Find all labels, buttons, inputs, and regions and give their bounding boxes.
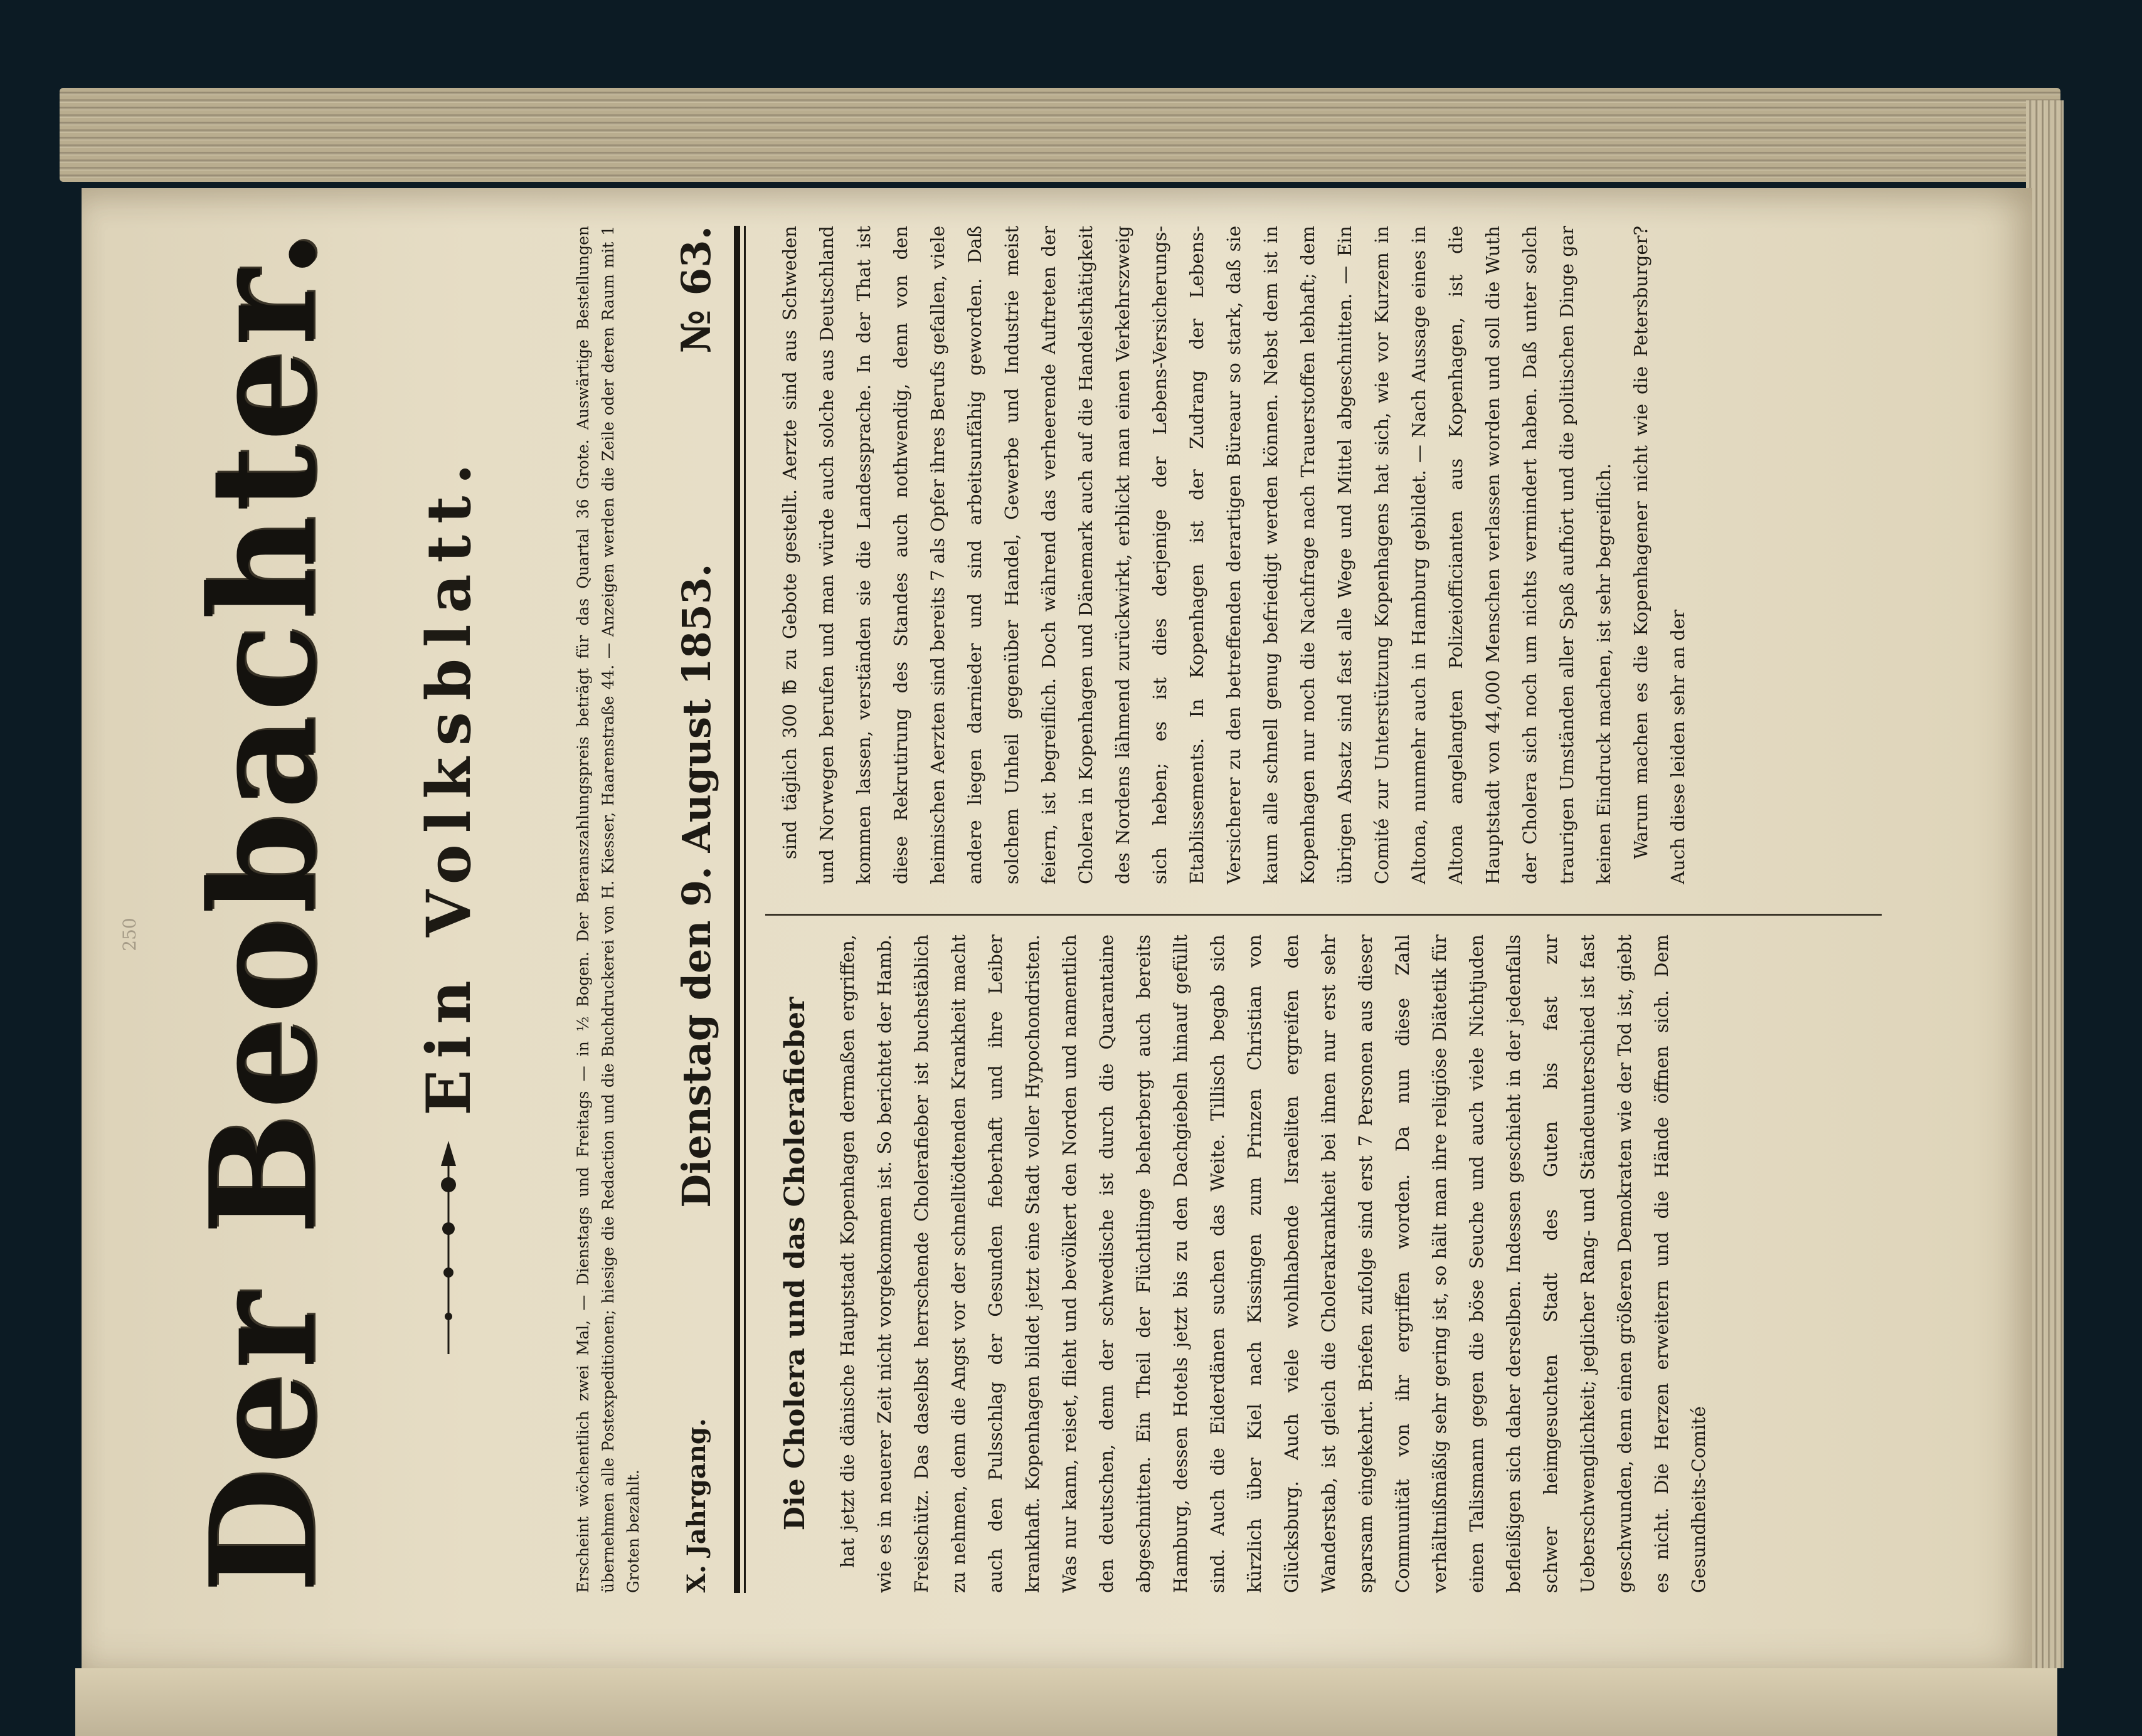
book-page-edges-bottom: [75, 1668, 2057, 1736]
ornament-left-icon: [436, 1141, 461, 1354]
column-right: [771, 226, 1697, 884]
dateline: [668, 226, 724, 1593]
issue-date: Dienstag den 9. August 1853.: [673, 563, 719, 1208]
masthead: [157, 225, 370, 1594]
newspaper-page: [82, 188, 2032, 1668]
subtitle-row: [408, 314, 489, 1493]
article-headline: Die Cholera und das Cholerafieber: [779, 997, 811, 1531]
newspaper-subtitle: Ein Volksblatt.: [413, 452, 484, 1116]
rotated-content: [82, 188, 2032, 1668]
newspaper-title: Der Beobachter.: [179, 225, 348, 1594]
column-left-paragraph: hat jetzt die dänische Hauptstadt Kopenhagen dermaßen ergriffen, wie es in neuerer Zeit nicht vorgekommen ist. So berichtet der Hamb. Freischütz. Das daselbst herrschende Cholerafieber ist buchstäblich zu nehmen, denn die Angst vor der schnelltödtenden Krankheit macht auch den Pulsschlag der Gesunden fieberhaft und ihre Leiber krankhaft. Kopenhagen bildet jetzt eine Stadt voller Hypochondristen. Was nur kann, reiset, flieht und bevölkert den Norden und namentlich den deutschen, denn der schwedische ist durch die Quarantaine abgeschnitten. Ein Theil der Flüchtlinge beherbergt auch bereits Hamburg, dessen Hotels jetzt bis zu den Dachgiebeln hinauf gefüllt sind. Auch die Eiderdänen suchen das Weite. Tillisch begab sich kürzlich über Kiel nach Kissingen zum Prinzen Christian von Glücksburg. Auch viele wohlhabende Israeliten ergreifen den Wanderstab, ist gleich die Cholerakrankheit bei ihnen nur erst sehr sparsam eingekehrt. Briefen zufolge sind erst 7 Personen aus dieser Communität von ihr ergriffen worden. Da nun diese Zahl verhältnißmäßig sehr gering ist, so hält man ihre religiöse Diätetik für einen Talismann gegen die böse Seuche und auch viele Nichtjuden befleißigen sich daher derselben. Indessen geschieht in der jedenfalls schwer heimgesuchten Stadt des Guten bis fast zur Ueberschwenglichkeit; jeglicher Rang- und Ständeunterschied ist fast geschwunden, denn einen größeren Demokraten wie der Tod ist, giebt es nicht. Die Herzen erweitern und die Hände öffnen sich. Dem Gesundheits-Comité: [837, 934, 1709, 1593]
column-right-paragraph-1: sind täglich 300 ℔ zu Gebote gestellt. Aerzte sind aus Schweden und Norwegen berufen und man würde auch solche aus Deutschland kommen lassen, verständen sie die Landessprache. In der That ist diese Rekrutirung des Standes auch nothwendig, denn von den heimischen Aerzten sind bereits 7 als Opfer ihres Berufs gefallen, viele andere liegen darnieder und sind arbeitsunfähig geworden. Daß solchem Unheil gegenüber Handel, Gewerbe und Industrie meist feiern, ist begreiflich. Doch während das verheerende Auftreten der Cholera in Kopenhagen und Dänemark auch auf die Handelsthätigkeit des Nordens lähmend zurückwirkt, erblickt man einen Verkehrszweig sich heben; es ist dies derjenige der Lebens-Versicherungs-Etablissements. In Kopenhagen ist der Zudrang der Lebens-Versicherer zu den betreffenden derartigen Büreaur so stark, daß sie kaum alle schnell genug befriedigt werden können. Nebst dem ist in Kopenhagen nur noch die Nachfrage nach Trauerstoffen lebhaft; dem übrigen Absatz sind fast alle Wege und Mittel abgeschnitten. — Ein Comité zur Unterstützung Kopenhagens hat sich, wie vor Kurzem in Altona, nunmehr auch in Hamburg gebildet. — Nach Aussage eines in Altona angelangten Polizeiofficianten aus Kopenhagen, ist die Hauptstadt von 44,000 Menschen verlassen worden und soll die Wuth der Cholera sich noch um nichts vermindert haben. Daß unter solch traurigen Umständen aller Spaß aufhört und die politischen Dinge gar keinen Eindruck machen, ist sehr begreiflich.: [779, 226, 1614, 884]
column-right-paragraph-2: Warum machen es die Kopenhagener nicht wie die Petersburger? Auch diese leiden sehr an der: [1630, 226, 1689, 884]
column-divider: [765, 914, 1882, 916]
header-rule-thin: [744, 226, 746, 1593]
book-page-edges-top: [60, 88, 2060, 182]
issue-number: № 63.: [672, 226, 720, 354]
imprint-text: Erscheint wöchentlich zwei Mal, — Dienstags und Freitags — in ½ Bogen. Der Beranszahlungspreis beträgt für das Quartal 36 Grote. Auswärtige Bestellungen übernehmen alle Postexpeditionen; hiesige die Redaction und die Buchdruckerei von H. Kiesser, Haarenstraße 44. — Anzeigen werden die Zeile oder deren Raum mit 1 Groten bezahlt.: [574, 226, 642, 1593]
page-number: 250: [119, 918, 140, 951]
column-left: [771, 934, 1717, 1593]
header-rule: [734, 226, 740, 1593]
volume-label: X. Jahrgang.: [681, 1418, 711, 1593]
